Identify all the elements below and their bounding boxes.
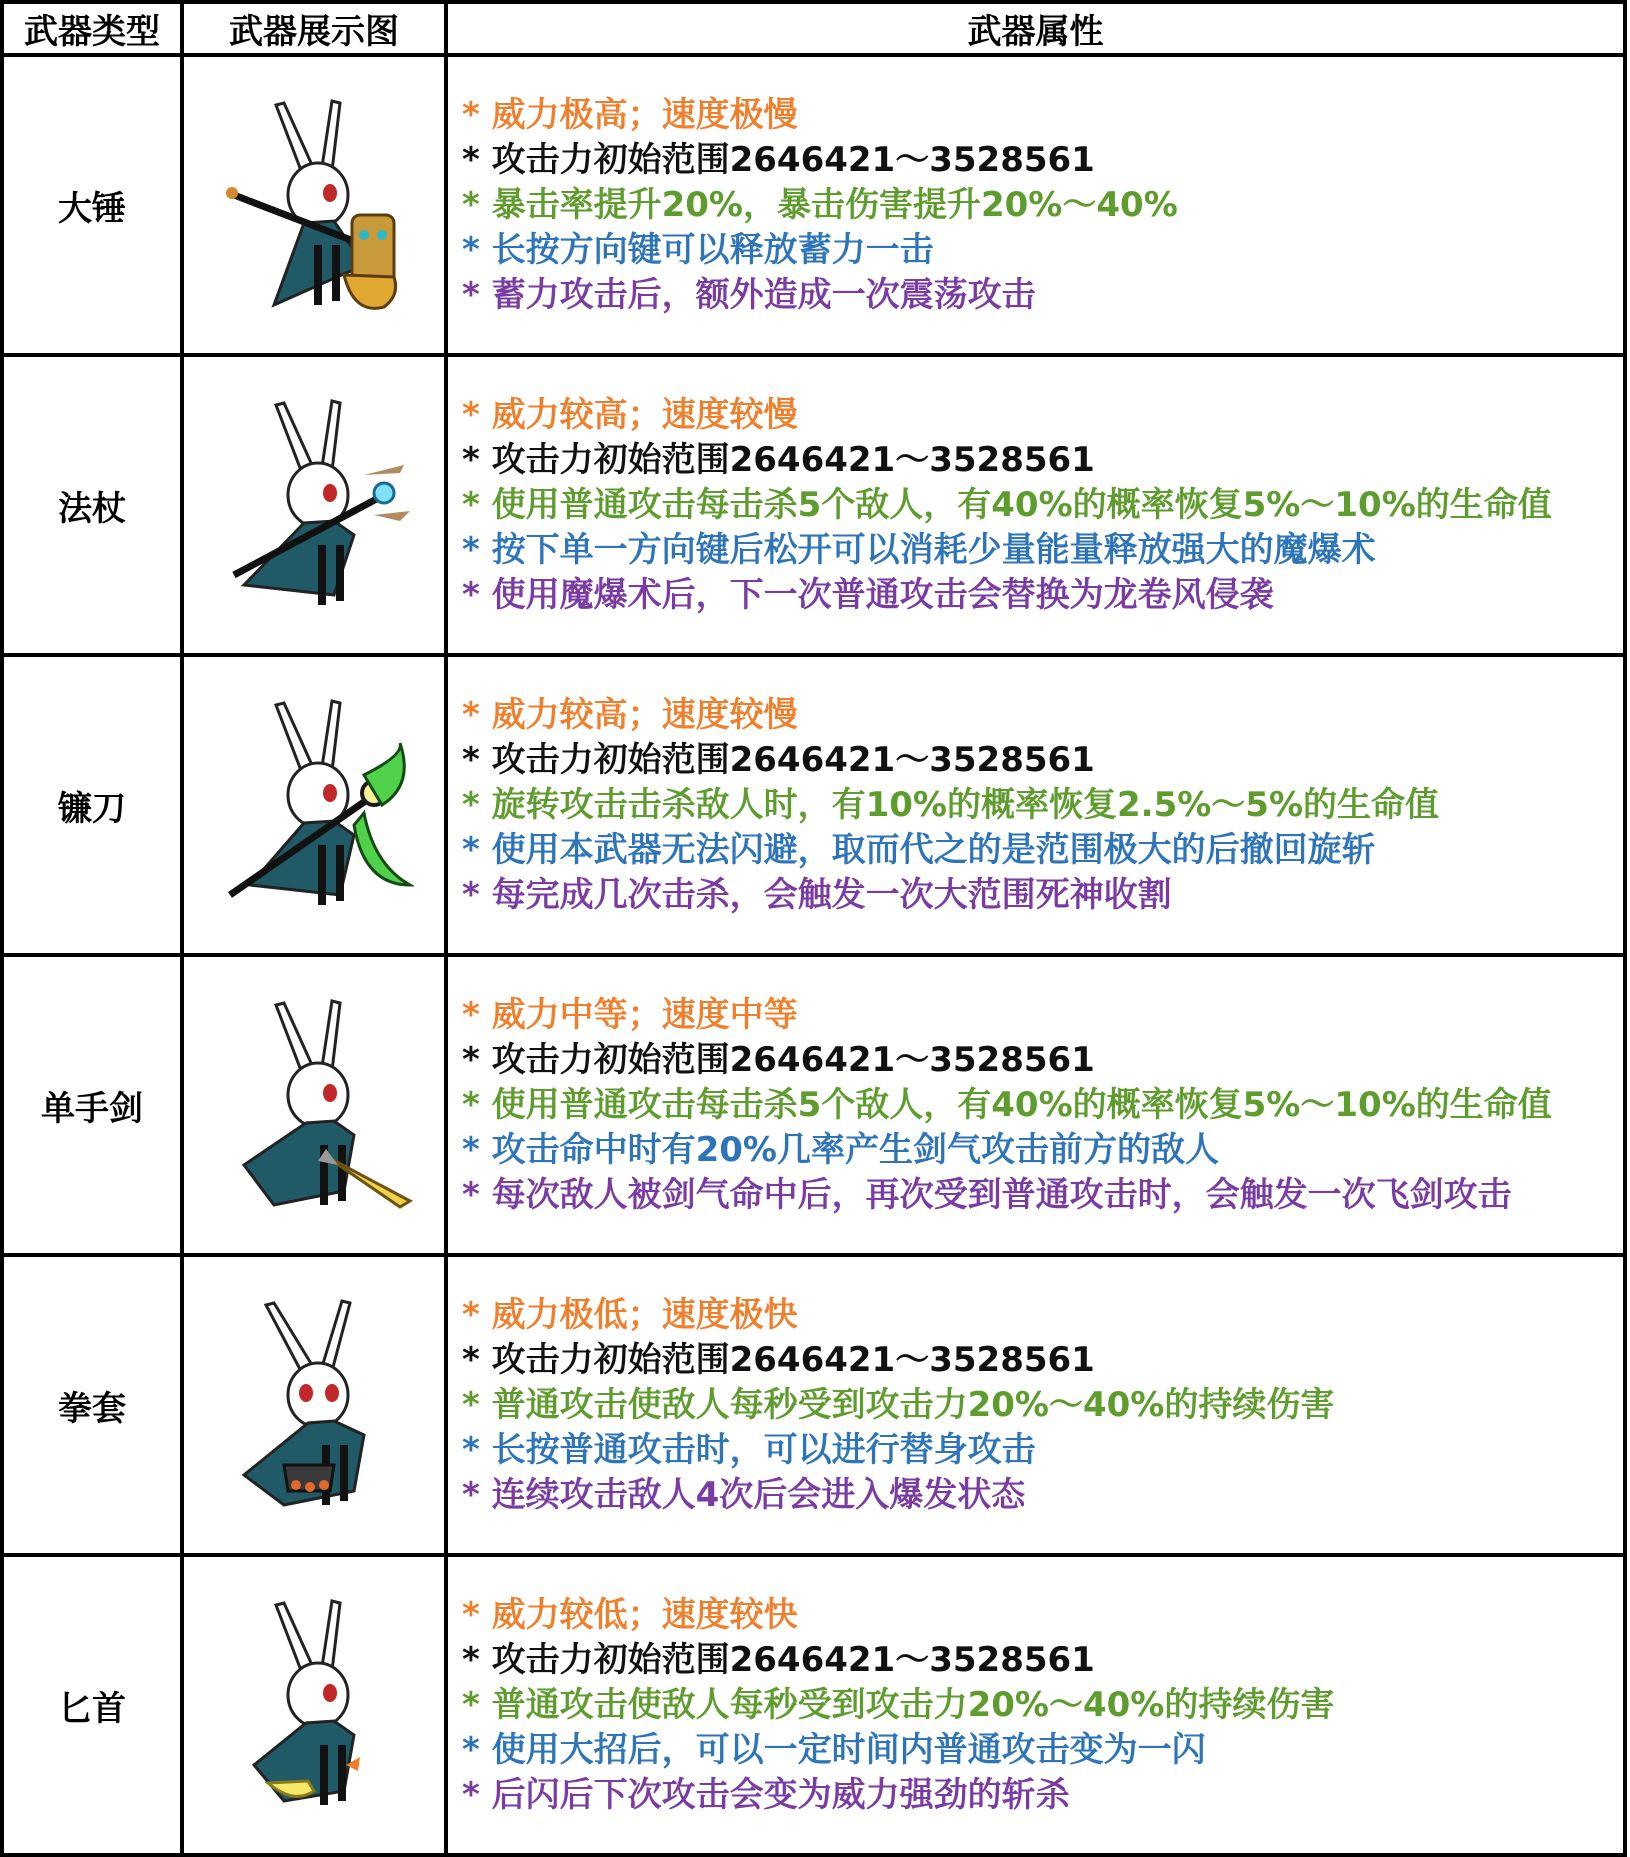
weapon-type: 拳套 bbox=[2, 1255, 182, 1555]
attribute-line: * 使用本武器无法闪避，取而代之的是范围极大的后撤回旋斩 bbox=[462, 829, 1376, 870]
rabbit-sword-icon bbox=[214, 995, 414, 1215]
table-row bbox=[2, 55, 1625, 355]
header-image: 武器展示图 bbox=[182, 2, 446, 55]
attribute-line: * 蓄力攻击后，额外造成一次震荡攻击 bbox=[462, 274, 1036, 315]
attribute-line: * 按下单一方向键后松开可以消耗少量能量释放强大的魔爆术 bbox=[462, 529, 1376, 570]
attribute-line: * 威力中等；速度中等 bbox=[462, 994, 798, 1035]
attribute-line: * 暴击率提升20%，暴击伤害提升20%～40% bbox=[462, 184, 1178, 225]
attribute-line: * 使用大招后，可以一定时间内普通攻击变为一闪 bbox=[462, 1729, 1206, 1770]
weapon-type: 单手剑 bbox=[2, 955, 182, 1255]
header-type: 武器类型 bbox=[2, 2, 182, 55]
rabbit-gauntlet-icon bbox=[214, 1295, 414, 1515]
attribute-line: * 使用普通攻击每击杀5个敌人，有40%的概率恢复5%～10%的生命值 bbox=[462, 1084, 1552, 1125]
attribute-line: * 长按方向键可以释放蓄力一击 bbox=[462, 229, 934, 270]
attribute-line: * 攻击力初始范围2646421～3528561 bbox=[462, 1039, 1095, 1080]
header-attributes: 武器属性 bbox=[446, 2, 1625, 55]
attribute-line: * 旋转攻击击杀敌人时，有10%的概率恢复2.5%～5%的生命值 bbox=[462, 784, 1440, 825]
rabbit-dagger-icon bbox=[214, 1595, 414, 1815]
weapon-type: 大锤 bbox=[2, 55, 182, 355]
attribute-line: * 普通攻击使敌人每秒受到攻击力20%～40%的持续伤害 bbox=[462, 1384, 1335, 1425]
header-row bbox=[2, 2, 1625, 55]
table-row bbox=[2, 655, 1625, 955]
attribute-line: * 使用普通攻击每击杀5个敌人，有40%的概率恢复5%～10%的生命值 bbox=[462, 484, 1552, 525]
weapon-type: 法杖 bbox=[2, 355, 182, 655]
weapon-type: 匕首 bbox=[2, 1555, 182, 1855]
attribute-line: * 威力较高；速度较慢 bbox=[462, 394, 798, 435]
attribute-line: * 长按普通攻击时，可以进行替身攻击 bbox=[462, 1429, 1036, 1470]
rabbit-hammer-icon bbox=[214, 95, 414, 315]
rabbit-scythe-icon bbox=[214, 695, 414, 915]
table-row bbox=[2, 1555, 1625, 1855]
weapon-type: 镰刀 bbox=[2, 655, 182, 955]
table-row bbox=[2, 1255, 1625, 1555]
attribute-line: * 后闪后下次攻击会变为威力强劲的斩杀 bbox=[462, 1774, 1070, 1815]
attribute-line: * 攻击力初始范围2646421～3528561 bbox=[462, 139, 1095, 180]
attribute-line: * 威力较低；速度较快 bbox=[462, 1594, 798, 1635]
attribute-line: * 攻击力初始范围2646421～3528561 bbox=[462, 739, 1095, 780]
attribute-line: * 连续攻击敌人4次后会进入爆发状态 bbox=[462, 1474, 1026, 1515]
attribute-line: * 攻击力初始范围2646421～3528561 bbox=[462, 1639, 1095, 1680]
attribute-line: * 威力极低；速度极快 bbox=[462, 1294, 798, 1335]
attribute-line: * 使用魔爆术后，下一次普通攻击会替换为龙卷风侵袭 bbox=[462, 574, 1274, 615]
attribute-line: * 威力较高；速度较慢 bbox=[462, 694, 798, 735]
table-row bbox=[2, 955, 1625, 1255]
attribute-line: * 普通攻击使敌人每秒受到攻击力20%～40%的持续伤害 bbox=[462, 1684, 1335, 1725]
table-row bbox=[2, 355, 1625, 655]
attribute-line: * 攻击命中时有20%几率产生剑气攻击前方的敌人 bbox=[462, 1129, 1219, 1170]
attribute-line: * 每完成几次击杀，会触发一次大范围死神收割 bbox=[462, 874, 1172, 915]
attribute-line: * 威力极高；速度极慢 bbox=[462, 94, 798, 135]
attribute-line: * 攻击力初始范围2646421～3528561 bbox=[462, 1339, 1095, 1380]
attribute-line: * 攻击力初始范围2646421～3528561 bbox=[462, 439, 1095, 480]
attribute-line: * 每次敌人被剑气命中后，再次受到普通攻击时，会触发一次飞剑攻击 bbox=[462, 1174, 1512, 1215]
rabbit-staff-icon bbox=[214, 395, 414, 615]
